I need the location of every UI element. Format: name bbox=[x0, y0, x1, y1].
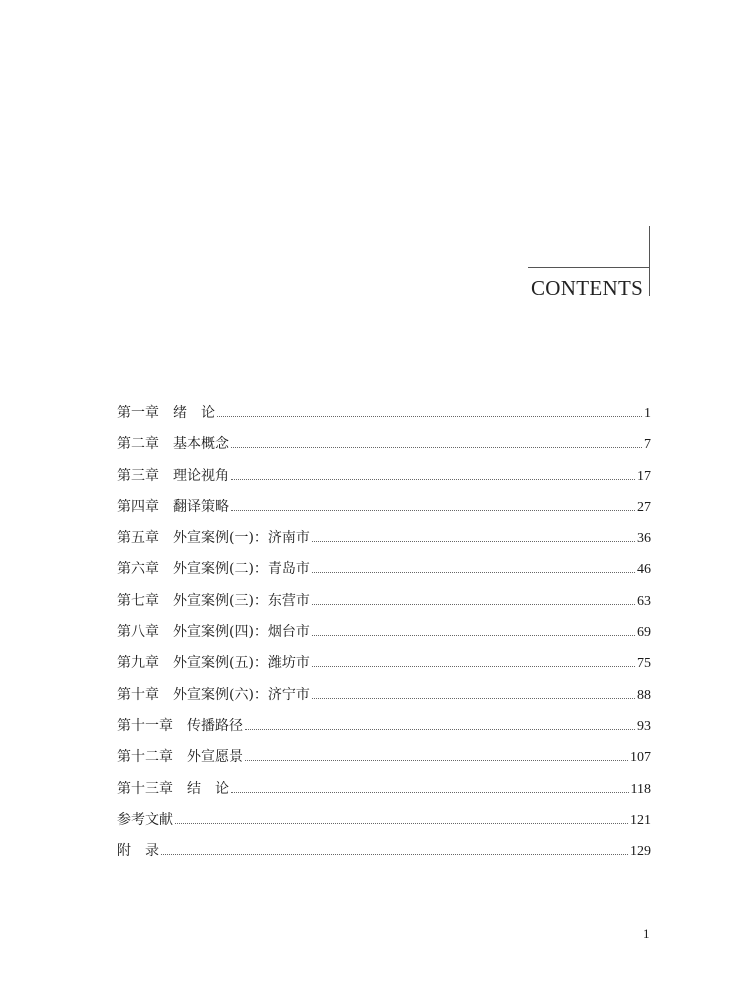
toc-entry[interactable] bbox=[117, 778, 651, 809]
toc-label: 参考文献 bbox=[117, 811, 173, 828]
toc-page: 118 bbox=[630, 781, 651, 797]
toc-page: 1 bbox=[644, 406, 651, 421]
toc-label: 附 录 bbox=[117, 843, 159, 860]
toc-page: 63 bbox=[637, 593, 651, 609]
page-number: 1 bbox=[643, 926, 650, 941]
toc-entry[interactable] bbox=[117, 652, 651, 683]
toc-leader bbox=[217, 416, 642, 417]
toc-page: 93 bbox=[637, 718, 651, 734]
toc-page: 88 bbox=[637, 687, 651, 703]
toc-entry[interactable] bbox=[117, 496, 651, 527]
toc-leader bbox=[245, 729, 635, 730]
toc-label: 第七章 外宣案例(三)：东营市 bbox=[117, 592, 310, 609]
toc-entry[interactable] bbox=[117, 840, 651, 871]
contents-heading: CONTENTS bbox=[531, 276, 644, 300]
heading-horizontal-rule bbox=[528, 267, 650, 268]
toc-leader bbox=[231, 479, 635, 480]
toc-entry[interactable] bbox=[117, 527, 651, 558]
toc-entry[interactable] bbox=[117, 433, 651, 464]
toc-label: 第十二章 外宣愿景 bbox=[117, 749, 243, 766]
toc-leader bbox=[312, 666, 635, 667]
toc-entry[interactable] bbox=[117, 715, 651, 746]
toc-page: 107 bbox=[630, 750, 651, 766]
toc-entry[interactable] bbox=[117, 621, 651, 652]
table-of-contents bbox=[117, 402, 651, 871]
toc-label: 第五章 外宣案例(一)：济南市 bbox=[117, 530, 310, 547]
toc-page: 46 bbox=[637, 562, 651, 578]
toc-leader bbox=[312, 541, 635, 542]
toc-label: 第十一章 传播路径 bbox=[117, 717, 243, 734]
toc-entry[interactable] bbox=[117, 809, 651, 840]
toc-page: 17 bbox=[637, 468, 651, 484]
toc-label: 第一章 绪 论 bbox=[117, 405, 215, 421]
toc-leader bbox=[312, 572, 635, 573]
toc-page: 75 bbox=[637, 656, 651, 672]
heading-vertical-rule bbox=[649, 226, 650, 296]
toc-leader bbox=[312, 604, 635, 605]
toc-label: 第六章 外宣案例(二)：青岛市 bbox=[117, 561, 310, 578]
toc-leader bbox=[312, 698, 635, 699]
toc-leader bbox=[231, 510, 635, 511]
toc-leader bbox=[231, 447, 642, 448]
toc-entry[interactable] bbox=[117, 402, 651, 433]
toc-page: 129 bbox=[630, 844, 651, 860]
toc-page: 121 bbox=[630, 812, 651, 828]
toc-label: 第四章 翻译策略 bbox=[117, 498, 229, 515]
toc-page: 36 bbox=[637, 531, 651, 547]
toc-label: 第十三章 结 论 bbox=[117, 780, 229, 797]
toc-label: 第八章 外宣案例(四)：烟台市 bbox=[117, 624, 310, 641]
toc-label: 第十章 外宣案例(六)：济宁市 bbox=[117, 686, 310, 703]
toc-label: 第三章 理论视角 bbox=[117, 467, 229, 484]
toc-entry[interactable] bbox=[117, 746, 651, 777]
toc-leader bbox=[312, 635, 635, 636]
toc-entry[interactable] bbox=[117, 558, 651, 589]
toc-page: 69 bbox=[637, 625, 651, 641]
toc-leader bbox=[245, 760, 628, 761]
toc-leader bbox=[175, 823, 628, 824]
toc-label: 第九章 外宣案例(五)：潍坊市 bbox=[117, 655, 310, 672]
toc-entry[interactable] bbox=[117, 465, 651, 496]
toc-leader bbox=[161, 854, 628, 855]
toc-entry[interactable] bbox=[117, 590, 651, 621]
toc-label: 第二章 基本概念 bbox=[117, 436, 229, 453]
toc-page: 7 bbox=[644, 437, 651, 453]
toc-page: 27 bbox=[637, 499, 651, 515]
toc-entry[interactable] bbox=[117, 684, 651, 715]
toc-leader bbox=[231, 792, 629, 793]
